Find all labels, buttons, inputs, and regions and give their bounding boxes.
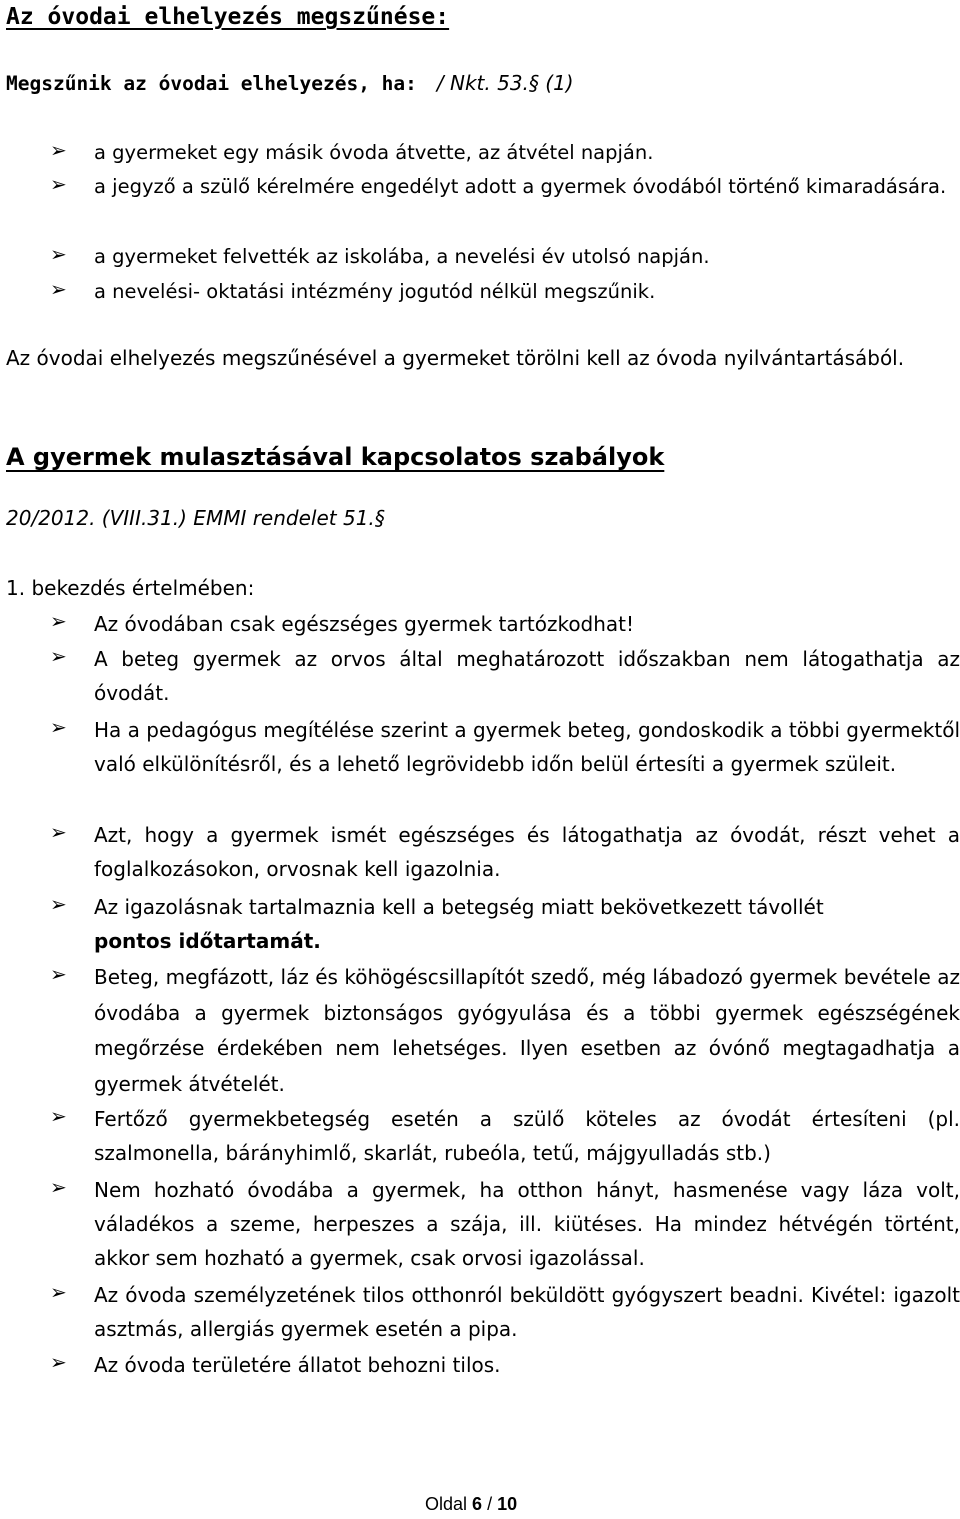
page-number: 6 bbox=[472, 1494, 483, 1514]
list-item bbox=[50, 136, 960, 170]
termination-lead: Megszűnik az óvodai elhelyezés, ha: bbox=[6, 72, 417, 95]
arrow-bullet-icon: ➢ bbox=[50, 892, 67, 916]
arrow-bullet-icon: ➢ bbox=[50, 644, 67, 668]
list-item-text: Fertőző gyermekbetegség esetén a szülő köteles az óvodát értesíteni (pl. szalmonella, bárányhimlő, skarlát, rubeóla, tetű, májgyulladás stb.) bbox=[94, 1107, 960, 1165]
list-item-text: Az óvoda személyzetének tilos otthonról beküldött gyógyszert beadni. Kivétel: igazolt asztmás, allergiás gyermek esetén a pipa. bbox=[94, 1283, 960, 1341]
list-item bbox=[50, 607, 960, 641]
page-total: 10 bbox=[497, 1494, 518, 1514]
list-item-text: Az óvoda területére állatot behozni tilos. bbox=[94, 1353, 501, 1377]
paragraph-subheading: 1. bekezdés értelmében: bbox=[6, 576, 255, 600]
page-footer bbox=[425, 1494, 517, 1515]
list-item-text: a gyermeket felvették az iskolába, a nevelési év utolsó napján. bbox=[94, 245, 710, 268]
arrow-bullet-icon: ➢ bbox=[50, 172, 67, 196]
list-item bbox=[50, 890, 960, 960]
list-item-text: A beteg gyermek az orvos által meghatározott időszakban nem látogathatja az óvodát. bbox=[94, 647, 960, 705]
page-label: Oldal bbox=[425, 1494, 468, 1514]
list-item bbox=[50, 960, 960, 1100]
arrow-bullet-icon: ➢ bbox=[50, 138, 67, 162]
list-item-text: a jegyző a szülő kérelmére engedélyt adott a gyermek óvodából történő kimaradására. bbox=[94, 175, 947, 198]
absence-certificate-text: Az igazolásnak tartalmaznia kell a betegség miatt bekövetkezett távollét bbox=[94, 895, 824, 919]
arrow-bullet-icon: ➢ bbox=[50, 609, 67, 633]
list-item-text: Beteg, megfázott, láz és köhögéscsillapítót szedő, még lábadozó gyermek bevétele az óvodába a gyermek biztonságos gyógyulása és a többi gyermek egészségének megőrzése érdekében nem lehetséges. Ilyen esetben az óvónő megtagadhatja a gyermek átvételét. bbox=[94, 965, 960, 1096]
list-item bbox=[50, 1348, 960, 1382]
law-citation: / Nkt. 53.§ (1) bbox=[436, 71, 574, 95]
arrow-bullet-icon: ➢ bbox=[50, 242, 67, 266]
list-item-text: Azt, hogy a gyermek ismét egészséges és látogathatja az óvodát, részt vehet a foglalkozásokon, orvosnak kell igazolnia. bbox=[94, 823, 960, 881]
section-title-kindergarten-termination: Az óvodai elhelyezés megszűnése: bbox=[6, 4, 450, 30]
arrow-bullet-icon: ➢ bbox=[50, 820, 67, 844]
page-separator: / bbox=[487, 1494, 493, 1514]
arrow-bullet-icon: ➢ bbox=[50, 715, 67, 739]
list-item bbox=[50, 713, 960, 817]
decree-reference: 20/2012. (VIII.31.) EMMI rendelet 51.§ bbox=[6, 506, 385, 530]
termination-lead-line bbox=[6, 71, 574, 95]
list-item bbox=[50, 170, 960, 238]
list-item-text: Nem hozható óvodába a gyermek, ha otthon hányt, hasmenése vagy láza volt, váladékos a szeme, herpeszes a szája, ill. kiütéses. Ha mindez hétvégén történt, akkor sem hozható a gyermek, csak orvosi igazolással. bbox=[94, 1178, 960, 1270]
list-item bbox=[50, 642, 960, 712]
arrow-bullet-icon: ➢ bbox=[50, 1350, 67, 1374]
arrow-bullet-icon: ➢ bbox=[50, 1280, 67, 1304]
list-item bbox=[50, 240, 960, 274]
list-item bbox=[50, 1102, 960, 1172]
absence-certificate-bold: pontos időtartamát. bbox=[94, 929, 321, 953]
list-item-text bbox=[94, 890, 960, 958]
list-item bbox=[50, 1173, 960, 1277]
list-item bbox=[50, 275, 960, 309]
arrow-bullet-icon: ➢ bbox=[50, 962, 67, 986]
section-title-absence-rules: A gyermek mulasztásával kapcsolatos szabályok bbox=[6, 443, 665, 471]
list-item-text: a gyermeket egy másik óvoda átvette, az átvétel napján. bbox=[94, 141, 654, 164]
arrow-bullet-icon: ➢ bbox=[50, 277, 67, 301]
list-item bbox=[50, 818, 960, 888]
arrow-bullet-icon: ➢ bbox=[50, 1104, 67, 1128]
deletion-note: Az óvodai elhelyezés megszűnésével a gyermeket törölni kell az óvoda nyilvántartásából. bbox=[6, 346, 905, 370]
list-item-text: Az óvodában csak egészséges gyermek tartózkodhat! bbox=[94, 612, 635, 636]
list-item-text: Ha a pedagógus megítélése szerint a gyermek beteg, gondoskodik a többi gyermektől való elkülönítésről, és a lehető legrövidebb időn belül értesíti a gyermek szüleit. bbox=[94, 718, 960, 776]
list-item bbox=[50, 1278, 960, 1348]
arrow-bullet-icon: ➢ bbox=[50, 1175, 67, 1199]
list-item-text: a nevelési- oktatási intézmény jogutód nélkül megszűnik. bbox=[94, 280, 656, 303]
